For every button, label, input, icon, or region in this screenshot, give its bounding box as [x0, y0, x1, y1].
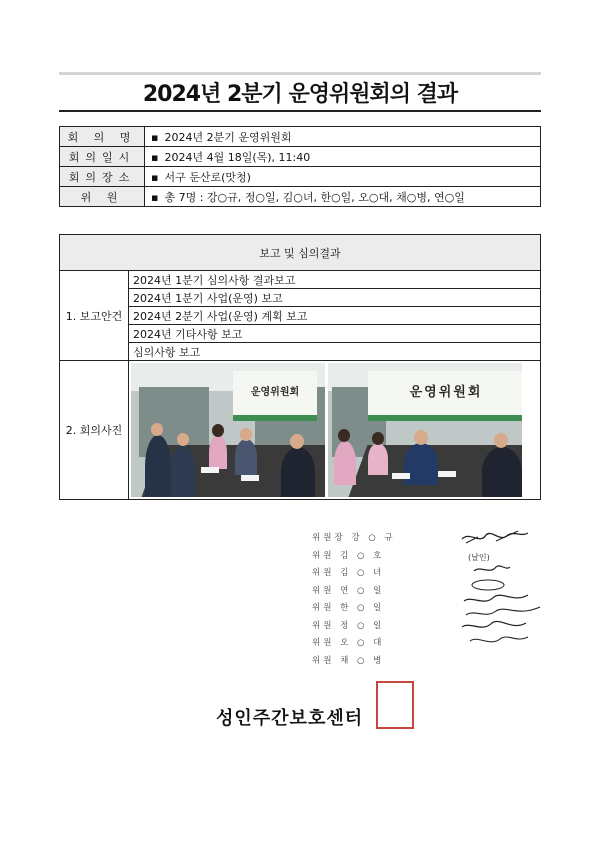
- signer-name: 위원 한 ○ 일: [312, 603, 385, 613]
- table-row: [60, 167, 541, 187]
- table-row: [60, 361, 541, 500]
- signer-name: 위원 김 ○ 호: [312, 550, 385, 561]
- handwritten-signatures: [456, 527, 556, 657]
- meeting-banner-2: 운영위원회: [368, 371, 522, 421]
- report-header: 보고 및 심의결과: [60, 235, 541, 271]
- section-report-label: 1. 보고안건: [60, 271, 129, 361]
- report-item: 2024년 1분기 사업(운영) 보고: [129, 289, 541, 307]
- signer-list: [312, 531, 396, 671]
- official-seal-stamp: [376, 681, 414, 729]
- page-title: 2024년 2분기 운영위원회의 결과: [142, 82, 458, 107]
- report-item: 2024년 2분기 사업(운영) 계획 보고: [129, 307, 541, 325]
- meeting-photo-1: [131, 363, 325, 497]
- members-value: ▪ 총 7명 : 강○규, 정○일, 김○녀, 한○일, 오○대, 채○병, 연○일: [145, 187, 541, 207]
- report-item: 2024년 1분기 심의사항 결과보고: [129, 271, 541, 289]
- report-table: [59, 234, 541, 500]
- table-row: [60, 271, 541, 289]
- svg-text:(날인): (날인): [468, 553, 490, 562]
- organization-name: 성인주간보호센터: [216, 708, 364, 729]
- table-row: [60, 307, 541, 325]
- signer-name: 위원 정 ○ 일: [312, 620, 385, 631]
- meeting-name-label: 회 의 명: [60, 127, 145, 147]
- meeting-place-value: ▪ 서구 둔산로(맛청): [145, 167, 541, 187]
- top-rule: [59, 72, 541, 75]
- signer-name: 위원장 강 ○ 규: [312, 533, 396, 543]
- table-row: [60, 235, 541, 271]
- title-underline: [59, 110, 541, 112]
- section-photo-label: 2. 회의사진: [60, 361, 129, 500]
- signer-name: 위원 김 ○ 녀: [312, 568, 385, 578]
- meeting-datetime-label: 회의일시: [60, 147, 145, 167]
- table-row: [60, 187, 541, 207]
- table-row: [60, 147, 541, 167]
- meeting-datetime-value: ▪ 2024년 4월 18일(목), 11:40: [145, 147, 541, 167]
- meeting-photos-cell: [129, 361, 541, 500]
- table-row: [60, 289, 541, 307]
- signer-name: 위원 오 ○ 대: [312, 638, 385, 648]
- meeting-place-label: 회의장소: [60, 167, 145, 187]
- meeting-photo-2: [328, 363, 522, 497]
- table-row: [60, 325, 541, 343]
- report-item: 심의사항 보고: [129, 343, 541, 361]
- table-row: [60, 343, 541, 361]
- meeting-info-table: [59, 126, 541, 207]
- members-label: 위 원: [60, 187, 145, 207]
- table-row: [60, 127, 541, 147]
- signer-name: 위원 채 ○ 병: [312, 655, 385, 666]
- meeting-banner-1: 운영위원회: [233, 371, 317, 421]
- report-item: 2024년 기타사항 보고: [129, 325, 541, 343]
- signer-name: 위원 연 ○ 일: [312, 585, 385, 596]
- meeting-name-value: ▪ 2024년 2분기 운영위원회: [145, 127, 541, 147]
